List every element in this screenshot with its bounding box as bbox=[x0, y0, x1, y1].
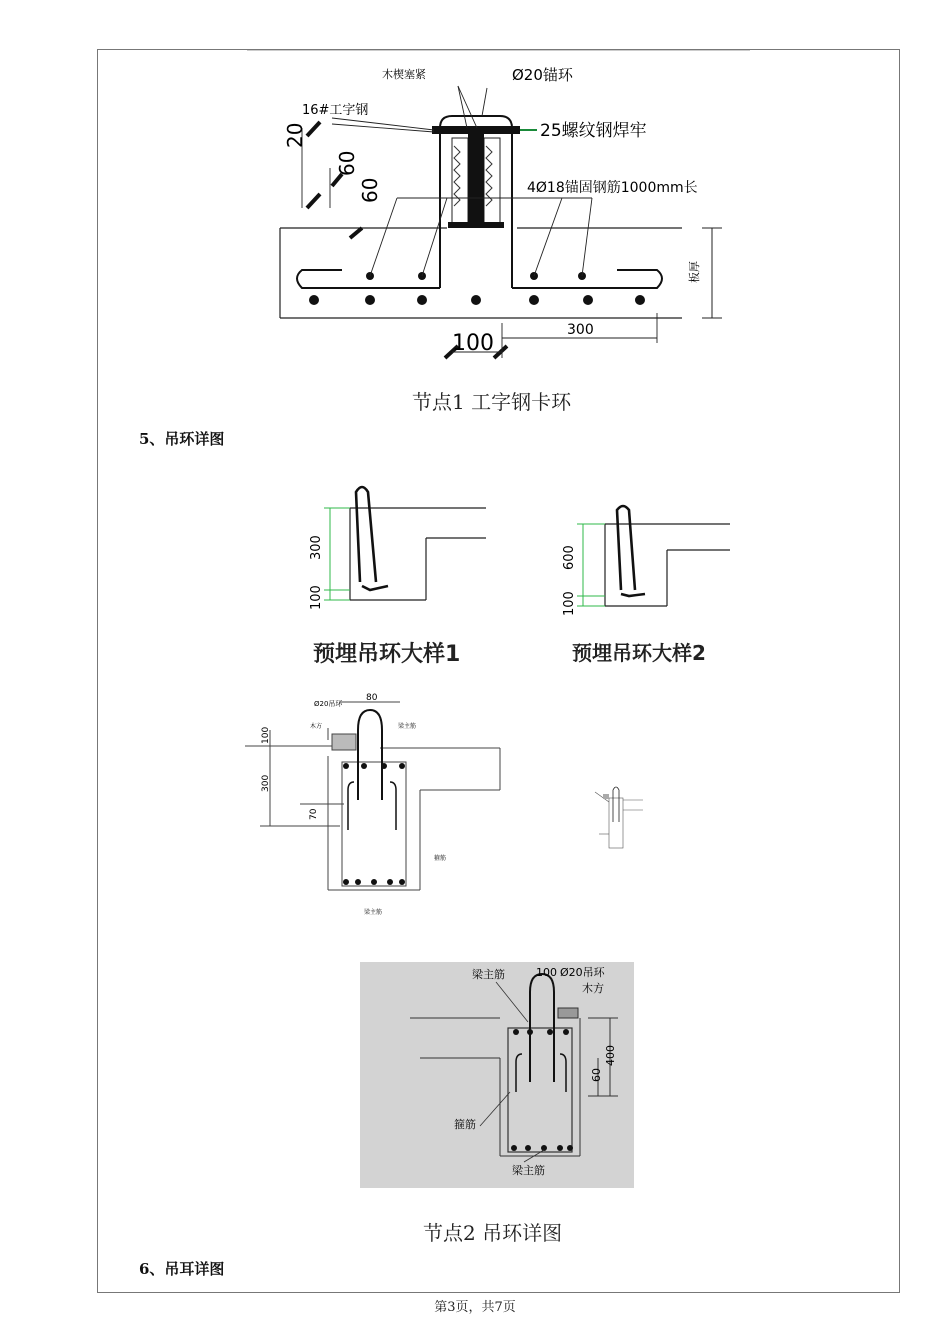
fig3-label-stirrup: 箍筋 bbox=[434, 855, 447, 862]
label-ibeam: 16#工字钢 bbox=[302, 103, 369, 118]
fig3-label-wood: 木方 bbox=[310, 723, 323, 730]
dim-60a: 60 bbox=[335, 150, 359, 176]
fig4-label-wood: 木方 bbox=[582, 982, 604, 995]
fig4-dim-60: 60 bbox=[590, 1068, 603, 1082]
i-beam bbox=[448, 133, 504, 228]
page-footer: 第3页，共7页 bbox=[434, 1300, 516, 1315]
dim-60b: 60 bbox=[358, 177, 382, 203]
fig3-dim-80: 80 bbox=[366, 693, 378, 703]
fig3-label-ring: Ø20吊环 bbox=[314, 700, 343, 708]
dim-100: 100 bbox=[452, 331, 494, 356]
detail2-dim-bottom: 100 bbox=[562, 591, 577, 616]
caption-node-1: 节点1 工字钢卡环 bbox=[412, 390, 572, 414]
figure-embedded-ring-detail-1 bbox=[300, 482, 500, 612]
concrete-slab bbox=[280, 228, 682, 318]
heading-section-6: 6、吊耳详图 bbox=[139, 1260, 225, 1278]
slab-thickness-label: 板厚 bbox=[688, 261, 701, 283]
fig4-dim-100: 100 bbox=[536, 966, 557, 979]
detail2-title: 预埋吊环大样2 bbox=[572, 641, 706, 665]
fig3-dim-70: 70 bbox=[309, 808, 319, 820]
figure-embedded-ring-detail-2 bbox=[555, 498, 735, 616]
heading-section-5: 5、吊环详图 bbox=[139, 430, 225, 448]
figure-thumbnail bbox=[585, 782, 645, 854]
fig4-label-ring: Ø20吊环 bbox=[560, 966, 605, 979]
fig4-label-stirrup: 箍筋 bbox=[454, 1118, 476, 1131]
fig4-dim-400: 400 bbox=[604, 1045, 617, 1066]
figure-lifting-ring-grey bbox=[360, 962, 634, 1188]
slab-thickness-dimension bbox=[702, 228, 722, 318]
caption-node-2: 节点2 吊环详图 bbox=[423, 1221, 563, 1245]
detail1-title: 预埋吊环大样1 bbox=[313, 642, 461, 667]
fig3-label-main-bottom: 梁主筋 bbox=[364, 909, 383, 916]
top-rule bbox=[247, 50, 750, 51]
fig4-label-main-top: 梁主筋 bbox=[472, 968, 505, 981]
fig4-label-main-bottom: 梁主筋 bbox=[512, 1164, 545, 1177]
label-anchor-ring: Ø20锚环 bbox=[512, 66, 573, 84]
label-weld: 25螺纹钢焊牢 bbox=[540, 121, 647, 141]
fig3-label-main: 梁主筋 bbox=[398, 723, 417, 730]
detail1-dim-bottom: 100 bbox=[309, 585, 324, 610]
figure-ibeam-clamp bbox=[262, 58, 722, 368]
fig3-dim-300: 300 bbox=[261, 774, 271, 792]
dim-20: 20 bbox=[283, 122, 307, 148]
figure-lifting-ring-section bbox=[240, 690, 510, 920]
detail2-dim-top: 600 bbox=[562, 545, 577, 570]
dim-300: 300 bbox=[567, 322, 594, 338]
label-anchor-rebar: 4Ø18锚固钢筋1000mm长 bbox=[527, 180, 698, 196]
fig3-dim-100: 100 bbox=[261, 726, 271, 744]
weld-bar bbox=[432, 126, 520, 134]
detail1-dim-top: 300 bbox=[309, 535, 324, 560]
label-wood-wedge: 木楔塞紧 bbox=[382, 68, 426, 81]
